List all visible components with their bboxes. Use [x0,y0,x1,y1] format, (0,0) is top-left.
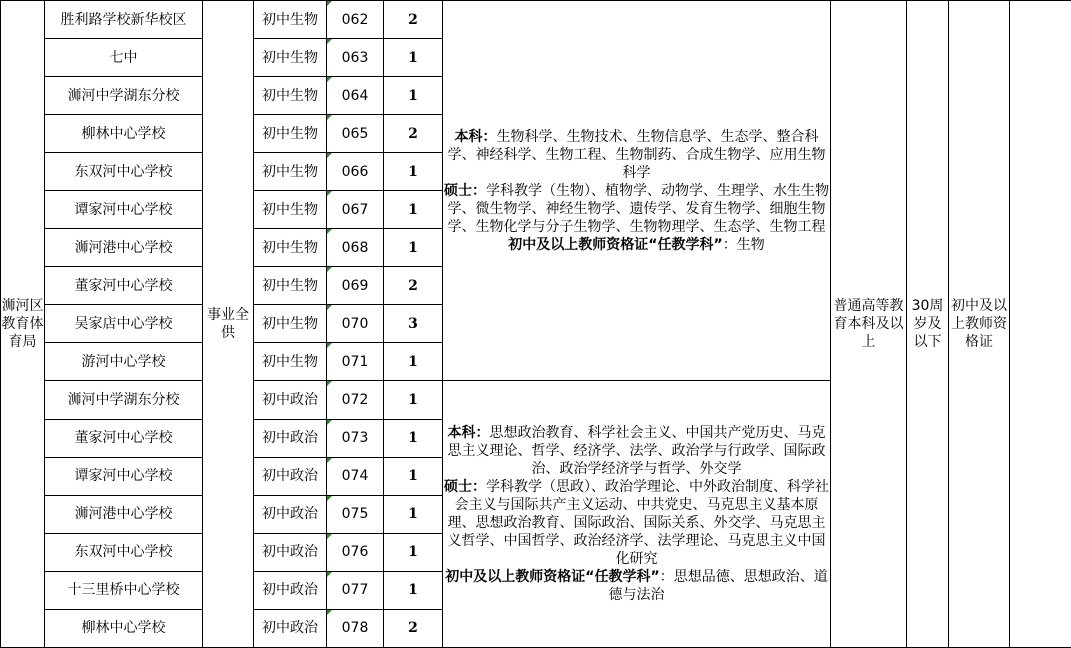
hire-count: 1 [384,571,443,609]
position-code-text: 070 [342,316,369,332]
position-code-text: 078 [342,620,369,636]
hire-count: 1 [384,495,443,533]
position-code [327,343,384,381]
position-code-text: 064 [342,88,369,104]
school-name: 董家河中心学校 [45,267,203,305]
position-code-text: 074 [342,468,369,484]
position-code-text: 065 [342,126,369,142]
position-subject: 初中政治 [254,609,327,647]
position-subject: 初中生物 [254,153,327,191]
requirement-master-label: 硕士： [444,479,486,495]
requirement-bachelor-label: 本科： [448,425,490,441]
position-code [327,381,384,419]
position-subject: 初中政治 [254,457,327,495]
requirement-cert-text: ：思想品德、思想政治、道德与法治 [609,569,828,603]
position-code [327,495,384,533]
cell-comment-marker [327,153,332,158]
position-code [327,419,384,457]
requirement-master-text: 学科教学（生物）、植物学、动物学、生理学、水生生物学、微生物学、神经生物学、遗传学、发育生物学、细胞生物学、生物化学与分子生物学、生物物理学、生态学、生物工程 [448,183,830,235]
position-subject: 初中政治 [254,381,327,419]
school-name: 东双河中心学校 [45,533,203,571]
requirement-cert [443,568,830,604]
position-code [327,1,384,39]
school-name: 浉河中学湖东分校 [45,381,203,419]
hire-count: 2 [384,115,443,153]
school-name: 柳林中心学校 [45,115,203,153]
requirement-master [443,182,830,236]
position-code-text: 075 [342,506,369,522]
position-subject: 初中政治 [254,495,327,533]
hire-count: 1 [384,343,443,381]
school-name: 东双河中心学校 [45,153,203,191]
school-name: 浉河中学湖东分校 [45,77,203,115]
position-code [327,191,384,229]
cell-comment-marker [327,343,332,348]
position-code-text: 077 [342,582,369,598]
position-code [327,305,384,343]
position-code [327,571,384,609]
cell-comment-marker [327,39,332,44]
requirement-cert [443,236,830,254]
school-name: 董家河中心学校 [45,419,203,457]
school-name: 吴家店中心学校 [45,305,203,343]
certificate-requirement: 初中及以上教师资格证 [949,1,1010,648]
notes-cell [1010,1,1071,648]
position-subject: 初中生物 [254,115,327,153]
hire-count: 2 [384,1,443,39]
cell-comment-marker [327,496,332,501]
cell-comment-marker [327,420,332,425]
cell-comment-marker [327,305,332,310]
requirement-cert-label: 初中及以上教师资格证“任教学科” [445,569,659,585]
hire-count: 1 [384,153,443,191]
cell-comment-marker [327,534,332,539]
position-code [327,77,384,115]
position-code-text: 073 [342,430,369,446]
hire-count: 1 [384,77,443,115]
cell-comment-marker [327,572,332,577]
position-code-text: 063 [342,50,369,66]
position-subject: 初中政治 [254,533,327,571]
position-code [327,457,384,495]
table-row [1,1,1071,39]
hire-count: 1 [384,533,443,571]
hire-count: 2 [384,609,443,647]
position-code-text: 069 [342,278,369,294]
school-name: 浉河港中心学校 [45,229,203,267]
requirement-bachelor [443,424,830,478]
hire-count: 1 [384,39,443,77]
position-subject: 初中生物 [254,305,327,343]
school-name: 十三里桥中心学校 [45,571,203,609]
position-code-text: 071 [342,354,369,370]
cell-comment-marker [327,267,332,272]
position-code-text: 062 [342,12,369,28]
position-code [327,533,384,571]
position-subject: 初中生物 [254,77,327,115]
requirements-biology [443,1,831,381]
position-subject: 初中政治 [254,419,327,457]
school-name: 浉河港中心学校 [45,495,203,533]
position-code [327,115,384,153]
hire-count: 2 [384,267,443,305]
requirements-politics [443,381,831,647]
hire-count: 1 [384,457,443,495]
position-code-text: 072 [342,392,369,408]
requirement-bachelor-text: 思想政治教育、科学社会主义、中国共产党历史、马克思主义理论、哲学、经济学、法学、政治学与行政学、国际政治、政治学经济学与哲学、外交学 [448,425,826,477]
position-subject: 初中生物 [254,39,327,77]
school-name: 胜利路学校新华校区 [45,1,203,39]
requirement-master-label: 硕士： [444,183,486,199]
cell-comment-marker [327,191,332,196]
cell-comment-marker [327,610,332,615]
position-subject: 初中生物 [254,267,327,305]
hire-count: 1 [384,191,443,229]
position-code [327,609,384,647]
cell-comment-marker [327,229,332,234]
cell-comment-marker [327,458,332,463]
hire-count: 3 [384,305,443,343]
position-code-text: 076 [342,544,369,560]
position-code [327,229,384,267]
cell-comment-marker [327,1,332,6]
position-code-text: 068 [342,240,369,256]
position-subject: 初中生物 [254,191,327,229]
age-requirement: 30周岁及以下 [907,1,949,648]
school-name: 谭家河中心学校 [45,191,203,229]
school-name: 谭家河中心学校 [45,457,203,495]
funding-type: 事业全供 [203,1,254,648]
requirement-bachelor-text: 生物科学、生物技术、生物信息学、生态学、整合科学、神经科学、生物工程、生物制药、合成生物学、应用生物科学 [448,129,826,181]
school-name: 七中 [45,39,203,77]
cell-comment-marker [327,115,332,120]
position-code [327,153,384,191]
cell-comment-marker [327,77,332,82]
requirement-cert-text: ：生物 [723,237,765,253]
education-requirement: 普通高等教育本科及以上 [831,1,907,648]
hire-count: 1 [384,419,443,457]
school-name: 游河中心学校 [45,343,203,381]
requirement-master-text: 学科教学（思政）、政治学理论、中外政治制度、科学社会主义与国际共产主义运动、中共党史、马克思主义基本原理、思想政治教育、国际政治、国际关系、外交学、马克思主义哲学、中国哲学、政治经济学、法学理论、马克思主义中国化研究 [448,479,830,567]
position-code [327,267,384,305]
position-subject: 初中生物 [254,229,327,267]
position-subject: 初中生物 [254,343,327,381]
hire-count: 1 [384,381,443,419]
position-code-text: 067 [342,202,369,218]
requirement-master [443,478,830,568]
school-name: 柳林中心学校 [45,609,203,647]
position-code-text: 066 [342,164,369,180]
unit-cell: 浉河区教育体育局 [1,1,45,648]
position-subject: 初中政治 [254,571,327,609]
position-subject: 初中生物 [254,1,327,39]
requirement-bachelor [443,128,830,182]
hire-count: 1 [384,229,443,267]
table-body [1,1,1071,648]
cell-comment-marker [327,381,332,386]
position-code [327,39,384,77]
requirement-cert-label: 初中及以上教师资格证“任教学科” [508,237,722,253]
requirement-bachelor-label: 本科： [455,129,497,145]
